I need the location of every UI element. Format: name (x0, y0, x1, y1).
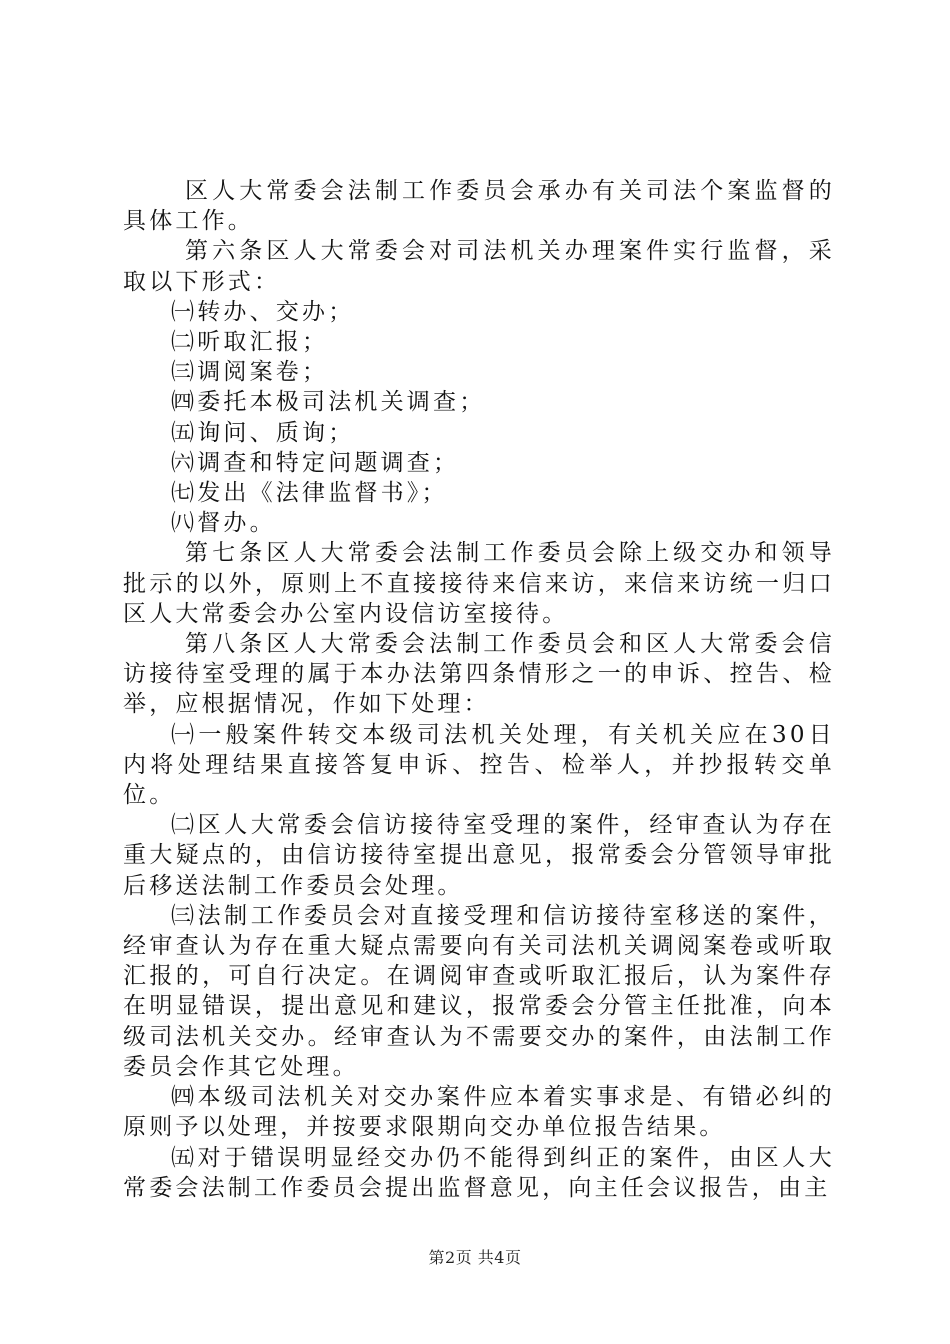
page-number-footer: 第2页 共4页 (428, 1248, 522, 1267)
list-item: ㈦发出《法律监督书》； (171, 480, 448, 507)
list-item: ㈠转办、交办； (171, 298, 355, 325)
list-item: ㈢法制工作委员会对直接受理和信访接待室移送的案件，经审查认为存在重大疑点需要向有关司法机关调阅案卷或听取汇报的，可自行决定。在调阅审查或听取汇报后，认为案件存在明显错误，提出意见和建议，报常委会分管主任批准，向本级司法机关交办。经审查认为不需要交办的案件，由法制工作委员会作其它处理。 (123, 902, 835, 1080)
list-item: ㈤询问、质询； (171, 419, 355, 446)
list-item: ㈤对于错误明显经交办仍不能得到纠正的案件，由区人大常委会法制工作委员会提出监督意见，向主任会议报告，由主 (123, 1144, 835, 1201)
list-item: ㈧督办。 (171, 510, 276, 537)
list-item: ㈥调查和特定问题调查； (171, 449, 460, 476)
paragraph-article-6: 第六条区人大常委会对司法机关办理案件实行监督，采取以下形式： (123, 238, 835, 295)
list-item: ㈣委托本极司法机关调查； (171, 389, 486, 416)
list-item: ㈡区人大常委会信访接待室受理的案件，经审查认为存在重大疑点的，由信访接待室提出意见，报常委会分管领导审批后移送法制工作委员会处理。 (123, 812, 835, 899)
list-item: ㈠一般案件转交本级司法机关处理，有关机关应在30日内将处理结果直接答复申诉、控告、检举人，并抄报转交单位。 (123, 721, 835, 809)
paragraph-article-8: 第八条区人大常委会法制工作委员会和区人大常委会信访接待室受理的属于本办法第四条情形之一的申诉、控告、检举，应根据情况，作如下处理： (123, 631, 835, 718)
document-body (123, 176, 835, 1203)
list-item: ㈣本级司法机关对交办案件应本着实事求是、有错必纠的原则予以处理，并按要求限期向交办单位报告结果。 (123, 1084, 835, 1141)
paragraph-article-7: 第七条区人大常委会法制工作委员会除上级交办和领导批示的以外，原则上不直接接待来信来访，来信来访统一归口区人大常委会办公室内设信访室接待。 (123, 540, 835, 627)
list-item: ㈢调阅案卷； (171, 359, 329, 386)
paragraph-committee-role: 区人大常委会法制工作委员会承办有关司法个案监督的具体工作。 (123, 178, 835, 235)
list-item: ㈡听取汇报； (171, 329, 329, 356)
